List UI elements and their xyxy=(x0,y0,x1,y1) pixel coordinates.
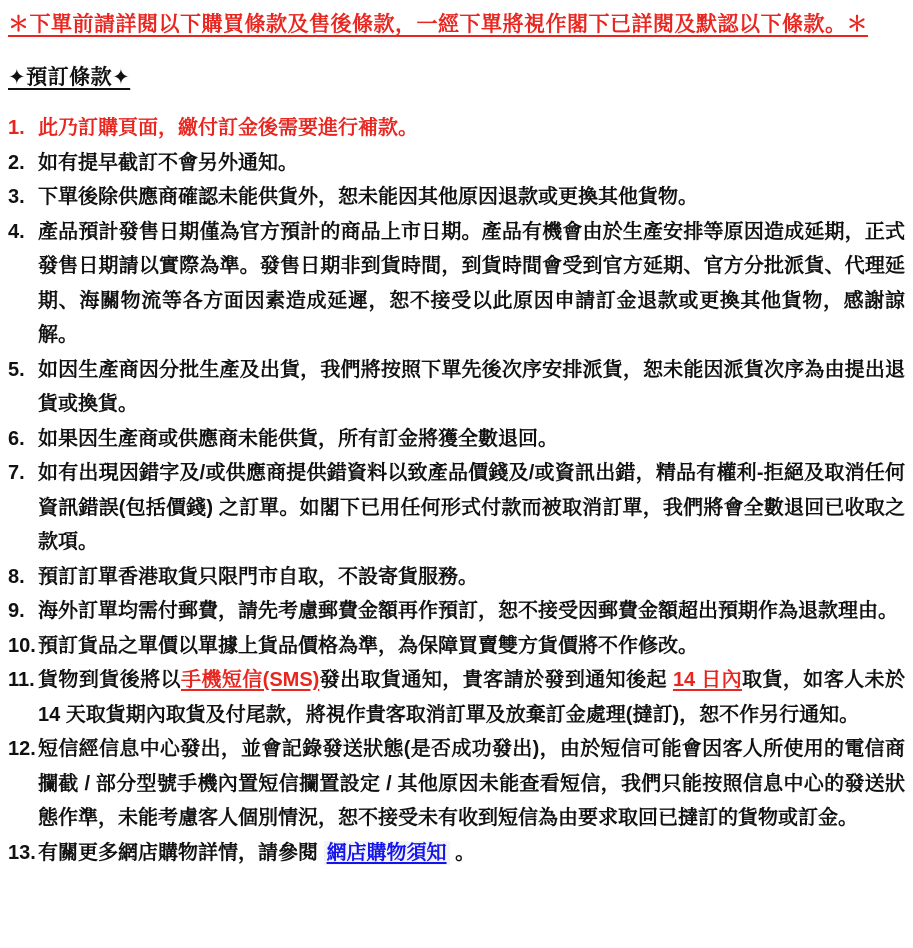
sms-notice-link[interactable]: 手機短信(SMS) xyxy=(180,669,320,691)
term-number: 8. xyxy=(8,565,25,588)
term-number: 13. xyxy=(8,841,36,864)
term-text-segment: 此乃訂購頁面，繳付訂金後需要進行補款。 xyxy=(38,117,418,139)
term-number: 3. xyxy=(8,186,25,208)
term-item xyxy=(8,560,905,595)
term-text-segment: 發出取貨通知，貴客請於發到通知後起 xyxy=(319,669,673,691)
term-text-segment: 預訂貨品之單價以單據上貨品價格為準，為保障買賣雙方貨價將不作修改。 xyxy=(38,634,698,657)
term-text-segment: 。 xyxy=(449,841,476,864)
term-text-segment: 如果因生產商或供應商未能供貨，所有訂金將獲全數退回。 xyxy=(38,427,558,450)
term-number: 10. xyxy=(8,634,36,657)
term-item xyxy=(8,353,905,422)
pre-order-warning-banner: ＊下單前請詳閱以下購買條款及售後條款，一經下單將視作閣下已詳閱及默認以下條款。＊ xyxy=(8,13,868,36)
term-item xyxy=(8,180,905,215)
term-text-segment: 短信經信息中心發出，並會記錄發送狀態(是否成功發出)，由於短信可能會因客人所使用的電信商攔截 / 部分型號手機內置短信攔置設定 / 其他原因未能查看短信，我們只能按照信息中心的發送狀態作準，未能考慮客人個別情況，恕不接受未有收到短信為由要求取回已撻訂的貨物或訂金。 xyxy=(38,738,905,829)
term-item xyxy=(8,146,905,181)
term-text xyxy=(38,560,905,595)
term-text xyxy=(38,422,905,457)
term-text-segment: 如有提早截訂不會另外通知。 xyxy=(38,151,298,174)
term-text xyxy=(38,146,905,181)
term-number: 2. xyxy=(8,151,25,174)
term-item xyxy=(8,663,905,732)
term-item xyxy=(8,215,905,353)
term-text-segment: 海外訂單均需付郵費，請先考慮郵費金額再作預訂，恕不接受因郵費金額超出預期作為退款理由。 xyxy=(38,600,898,622)
pickup-days-link[interactable]: 14 日內 xyxy=(672,669,743,691)
term-text xyxy=(38,180,905,215)
term-text xyxy=(38,836,905,871)
term-text-segment: 如因生產商因分批生產及出貨，我們將按照下單先後次序安排派貨，恕未能因派貨次序為由提出退貨或換貨。 xyxy=(38,358,905,415)
term-item xyxy=(8,732,905,836)
term-text xyxy=(38,111,905,146)
term-item xyxy=(8,456,905,560)
term-number: 6. xyxy=(8,427,25,450)
term-text xyxy=(38,732,905,836)
term-number: 7. xyxy=(8,462,25,484)
term-text-segment: 貨物到貨後將以 xyxy=(38,669,181,691)
term-text-segment: 預訂訂單香港取貨只限門市自取，不設寄貨服務。 xyxy=(38,565,478,588)
term-number: 12. xyxy=(8,738,36,760)
term-text xyxy=(38,353,905,422)
term-text-segment: 下單後除供應商確認未能供貨外，恕未能因其他原因退款或更換其他貨物。 xyxy=(38,186,698,208)
term-number: 1. xyxy=(8,117,25,139)
term-text xyxy=(38,215,905,353)
term-item xyxy=(8,836,905,871)
term-number: 5. xyxy=(8,358,25,381)
store-guide-link[interactable]: 網店購物須知 xyxy=(324,841,450,865)
section-title-row xyxy=(8,65,905,111)
term-number: 4. xyxy=(8,220,25,243)
term-text xyxy=(38,456,905,560)
term-text-segment: 取貨，如客人未於 14 天取貨期內取貨及付尾款，將視作貴客取消訂單及放棄訂金處理(撻訂)，恕不作另行通知。 xyxy=(38,669,905,726)
term-item xyxy=(8,111,905,146)
term-text-segment: 產品預計發售日期僅為官方預計的商品上市日期。產品有機會由於生產安排等原因造成延期，正式發售日期請以實際為準。發售日期非到貨時間，到貨時間會受到官方延期、官方分批派貨、代理延期、海關物流等各方面因素造成延遲，恕不接受以此原因申請訂金退款或更換其他貨物，感謝諒解。 xyxy=(38,220,905,346)
term-item xyxy=(8,629,905,664)
term-text-segment: 如有出現因錯字及/或供應商提供錯資料以致產品價錢及/或資訊出錯，精品有權利-拒絕及取消任何資訊錯誤(包括價錢) 之訂單。如閣下已用任何形式付款而被取消訂單，我們將會全數退回已收取之款項。 xyxy=(38,462,905,553)
term-number: 11. xyxy=(8,669,35,691)
term-text xyxy=(38,663,905,732)
term-item xyxy=(8,422,905,457)
term-text xyxy=(38,629,905,664)
terms-list xyxy=(8,111,905,870)
term-text-segment: 有關更多網店購物詳情，請參閱 xyxy=(38,841,324,864)
pre-order-terms-title: ✦預訂條款✦ xyxy=(8,66,131,89)
term-text xyxy=(38,594,905,629)
term-number: 9. xyxy=(8,600,25,622)
term-item xyxy=(8,594,905,629)
